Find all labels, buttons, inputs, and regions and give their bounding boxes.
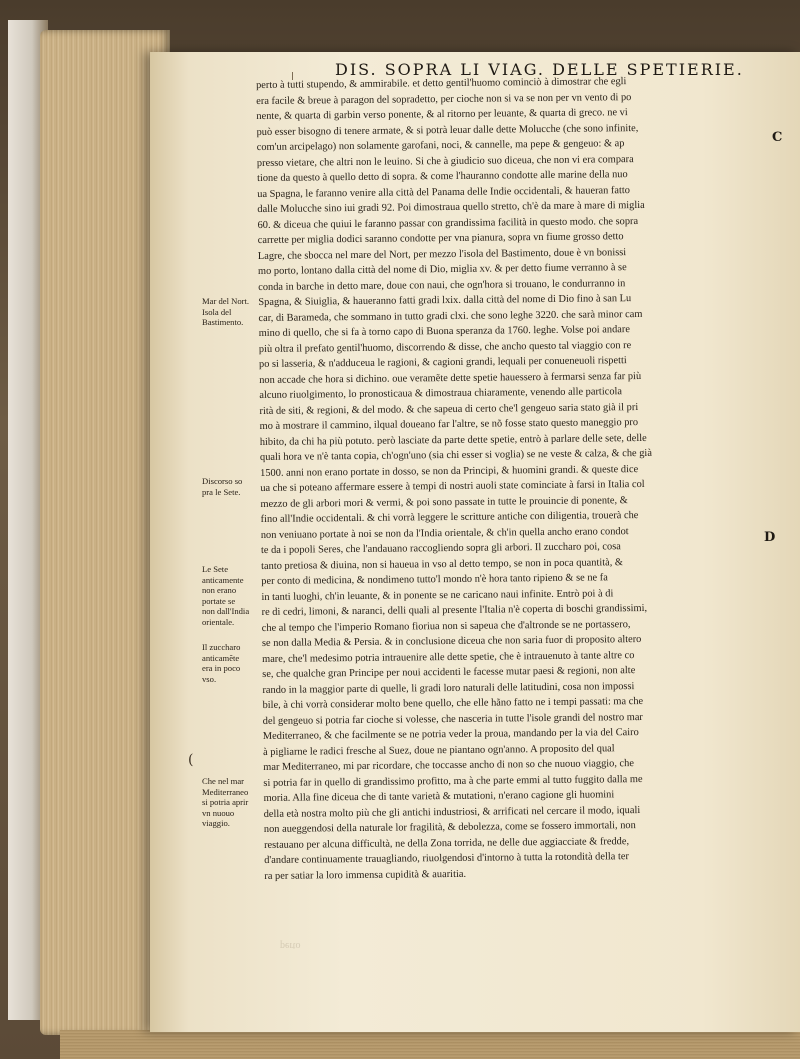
text-line: car, di Barameda, che sommano in tutto gradi clxi. che sono leghe 3220. che sarà minor cam (258, 308, 643, 324)
text-line: mino di quello, che si fa à torno capo di Buona speranza da 1760. leghe. Volse poi andare (258, 324, 630, 339)
text-line: restauano per alcuna difficultà, ne della Zona torrida, ne delle due aggiacciate & fredde, (263, 835, 630, 851)
text-line: Spagna, & Siuiglia, & haueranno fatti gradi lxix. dalla città del nome di Dio fino à san Lu (258, 293, 632, 308)
text-line: rando in la maggior parte di quelle, li gradi loro naturali delle latitudini, cosa non impossi (262, 680, 635, 696)
text-line: 60. & diceua che quiui le faranno passar con grandissima facilità in questo modo. che sopra (257, 215, 639, 231)
bleed-through-catchword: perto (280, 940, 301, 951)
text-line: più oltra il prefato gentil'huomo, discorrendo & disse, che ancho questo tal viaggio con re (258, 339, 632, 355)
text-line: si potria far in quello di grandissimo profitto, ma à che parte emmi al tutto fuggito dalla me (263, 773, 643, 789)
margin-note-zuccharo: Il zuccharo anticamẽte era in poco vso. (202, 642, 241, 684)
margin-note-mar-del-nort: Mar del Nort. Isola del Bastimento. (202, 296, 250, 327)
text-line: mo à mostrare il cammino, ilqual doueano far l'altre, se nõ fosse stato questo maneggio pro (259, 417, 639, 432)
margin-parenthesis: ( (188, 752, 194, 768)
text-line: mar Mediterraneo, mi par ricordare, che toccasse ancho di non so che nuouo viaggio, che (263, 758, 635, 773)
text-line: perto à tutti stupendo, & ammirabile. et detto gentil'huomo cominciò à dimostrar che egli (256, 76, 627, 91)
text-line: quali hora ve n'è tanta copia, ch'ogn'uno (sia chi esser si voglia) se ne veste & calza, & che già (259, 447, 652, 463)
text-line: ua che si poteano affermare essere à tempi di nostri auoli state cominciate à farsi in Italia col (260, 478, 645, 494)
text-line: 1500. anni non erano portate in dosso, se non da Principi, & huomini grandi. & queste dice (260, 463, 639, 479)
text-line: se non dalla Media & Persia. & in conclusione diceua che non saria fuor di proposito altero (261, 633, 642, 649)
text-line: mezzo de gli arbori mori & vermi, & poi sono passate in tutte le prouincie di ponente, & (260, 494, 628, 510)
text-line: carrette per miglia dodici saranno condotte per vna pianura, sopra vn fiume grosso detto (257, 231, 624, 246)
text-line: non veniuano portate à noi se non da l'India orientale, & ch'in quella ancho erano condot (260, 525, 629, 541)
text-line: te da i popoli Seres, che l'andauano raccogliendo sopra gli arbori. Il zuccharo poi, cosa (260, 541, 621, 556)
text-line: moria. Alla fine diceua che di tante varietà & mutationi, n'erano cagione gli huomini (263, 789, 615, 804)
text-line: era facile & breue à paragon del sopradetto, per cioche non si va se non per vn vento di po (256, 91, 632, 107)
text-line: rità de siti, & regioni, & del modo. & che sapeua di certo che'l gengeuo saria stato già il pri (259, 401, 639, 417)
text-line: bile, à chi vorrà considerar molto bene quello, che elle hãno fatto ne i tempi passati: ma che (262, 695, 644, 711)
margin-note-discorso-sete: Discorso so pra le Sete. (202, 476, 243, 497)
text-line: per conto di medicina, & nondimeno tutto'l mondo n'è hora tanto ripieno & se ne fa (261, 572, 608, 587)
text-line: com'un arcipelago) non solamente garofani, noci, & cannelle, ma pepe & gengeuo: & ap (256, 138, 625, 153)
text-line: ra per satiar la loro immensa cupidità & auaritia. (264, 868, 467, 882)
text-line: in tanti luoghi, ch'in leuante, & in ponente se ne caricano naui infinite. Entrò poi à di (261, 587, 614, 603)
text-line: à pigliarne le radici fresche al Suez, doue ne piantano ogn'anno. A proposito del qual (263, 742, 615, 758)
text-line: non accade che hora si dichino. oue veramẽte dette spetie hauessero à fermarsi senza far più (259, 370, 642, 386)
text-line: hibito, da chi ha più potuto. però lasciate da parte dette spetie, entrò à parlare delle sete, delle (259, 432, 647, 448)
book-page (150, 52, 800, 1032)
text-line: mo porto, lontano dalla città del nome di Dio, miglia xv. & per detto fiume verranno à se (257, 262, 627, 277)
text-line: re di cedri, limoni, & naranci, delli quali al presente l'Italia n'è coperta di boschi grandissimi, (261, 602, 648, 618)
text-line: conda in barche in detto mare, doue con naui, che ogn'hora si trouano, le condurranno in (258, 277, 626, 293)
margin-note-sete-antiche: Le Sete anticamente non erano portate se non dall'India orientale. (202, 564, 250, 627)
side-letter-d: D (764, 530, 776, 545)
body-text (256, 72, 794, 884)
text-line: mare, che'l medesimo potria intrauenire alle dette spetie, che è intrauenuto à tante altre co (262, 649, 635, 665)
text-line: fino all'Indie occidentali. & chi vorrà leggere le scritture antiche con diligentia, trouerà che (260, 510, 639, 525)
book-bottom-edge (60, 1030, 800, 1059)
text-line: po si lasseria, & n'adduceua le ragioni, & cagioni grandi, lequali per conueneuoli rispetti (258, 355, 627, 370)
text-line: presso vietare, che altri non le leuino. Si che à giudicio suo diceua, che non vi era compara (256, 153, 634, 169)
text-line: non aueggendosi della naturale lor fragilità, & debolezza, come se fossero immortali, non (263, 820, 636, 835)
text-line: nente, & quarta di garbin verso ponente, & al ritorno per leuante, & quarta di greco. ne vi (256, 107, 628, 122)
text-line: del gengeuo si potria far cioche si volesse, che nasceria in tutte l'isole grandi del nostro mar (262, 711, 643, 727)
text-line: della età nostra molto più che gli antichi industriosi, & arrificati nel cercare il modo, iquali (263, 804, 641, 820)
text-line: può esser bisogno di tenere armate, & si potrà leuar dalle dette Molucche (che sono infinite, (256, 122, 639, 138)
text-line: tione da questo à quello detto di sopra. & come l'hauranno condotte alle marine della nuo (256, 169, 628, 184)
text-line: d'andare continuamente trauagliando, riuolgendosi d'intorno à tutta la rotondità della ter (264, 851, 629, 866)
text-line: Lagre, che sbocca nel mare del Nort, per mezzo l'isola del Bastimento, doue è vn bonissi (257, 246, 627, 262)
margin-note-mediterraneo: Che nel mar Mediterraneo si potria aprir vn nuouo viaggio. (202, 776, 249, 828)
text-line: alcuno riuolgimento, lo pronosticaua & dimostraua chiaramente, venendo alle particola (259, 386, 623, 401)
text-line: ua Spagna, le faranno venire alla città del Panama delle Indie occidentali, & haueran fatto (257, 184, 631, 200)
text-line: tanto pretiosa & diuina, non si haueua in vso al detto tempo, se non in poca quantità, & (261, 556, 624, 572)
text-line: dalle Molucche sino iui gradi 92. Poi dimostraua quello stretto, ch'è da mare à mare di miglia (257, 199, 645, 215)
text-line: se, che qualche gran Principe per noui accidenti le facesse mutar paesi & regioni, non alte (262, 665, 636, 680)
text-line: Mediterraneo, & che facilmente se ne potria veder la proua, mandando per la via del Cairo (262, 727, 639, 742)
running-header: DIS. SOPRA LI VIAG. DELLE SPETIERIE. (335, 60, 744, 79)
side-letter-c: C (772, 130, 783, 145)
text-line: che al tempo che l'imperio Romano fioriua non si sapeua che d'altronde se ne portassero, (261, 618, 631, 634)
